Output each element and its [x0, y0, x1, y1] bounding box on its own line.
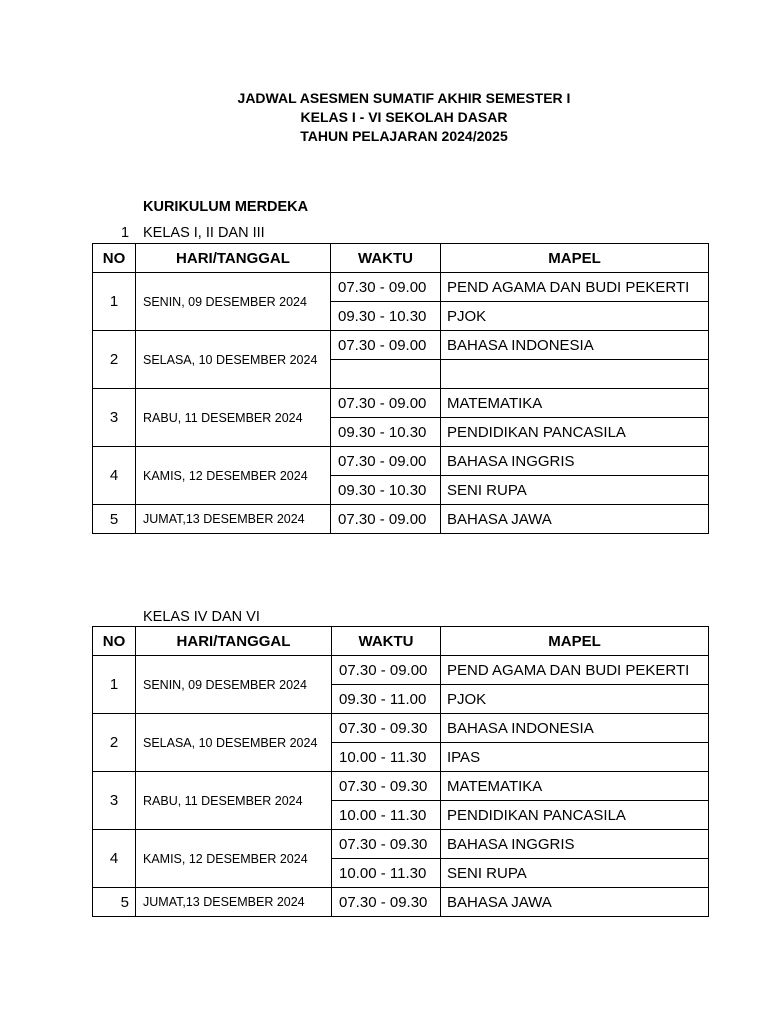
- slot-subject: IPAS: [441, 743, 709, 772]
- day-date: SELASA, 10 DESEMBER 2024: [136, 714, 332, 772]
- header-time: WAKTU: [332, 627, 441, 656]
- slot-subject: BAHASA JAWA: [441, 505, 709, 534]
- day-number: 4: [93, 447, 136, 505]
- slot-subject: BAHASA INGGRIS: [441, 447, 709, 476]
- day-number: 1: [93, 656, 136, 714]
- slot-time: 07.30 - 09.00: [331, 389, 441, 418]
- slot-time: 10.00 - 11.30: [332, 801, 441, 830]
- slot-subject: MATEMATIKA: [441, 772, 709, 801]
- schedule-table-kelas-1-3: [92, 243, 709, 534]
- slot-time: 07.30 - 09.30: [332, 772, 441, 801]
- day-number: 2: [93, 714, 136, 772]
- table-row: [93, 888, 709, 917]
- day-number: 5: [93, 505, 136, 534]
- slot-subject: SENI RUPA: [441, 476, 709, 505]
- day-number: 5: [93, 888, 136, 917]
- slot-subject: BAHASA INGGRIS: [441, 830, 709, 859]
- table-row: [93, 273, 709, 302]
- slot-time: 07.30 - 09.30: [332, 830, 441, 859]
- table-row: [93, 389, 709, 418]
- section-2-label: KELAS IV DAN VI: [143, 609, 260, 625]
- table-row: [93, 772, 709, 801]
- slot-subject: PENDIDIKAN PANCASILA: [441, 418, 709, 447]
- day-date: KAMIS, 12 DESEMBER 2024: [136, 447, 331, 505]
- slot-time: 07.30 - 09.30: [332, 888, 441, 917]
- day-date: JUMAT,13 DESEMBER 2024: [136, 505, 331, 534]
- schedule-table-kelas-4-6: [92, 626, 709, 917]
- section-1-number: 1: [121, 225, 130, 241]
- slot-subject: PEND AGAMA DAN BUDI PEKERTI: [441, 656, 709, 685]
- slot-time: 07.30 - 09.00: [331, 505, 441, 534]
- header-date: HARI/TANGGAL: [136, 627, 332, 656]
- table-row: [93, 447, 709, 476]
- day-number: 3: [93, 772, 136, 830]
- slot-subject: PENDIDIKAN PANCASILA: [441, 801, 709, 830]
- header-date: HARI/TANGGAL: [136, 244, 331, 273]
- table-header-row: [93, 627, 709, 656]
- slot-subject: BAHASA JAWA: [441, 888, 709, 917]
- title-line-3: TAHUN PELAJARAN 2024/2025: [300, 128, 508, 144]
- header-time: WAKTU: [331, 244, 441, 273]
- slot-time: 10.00 - 11.30: [332, 743, 441, 772]
- header-subject: MAPEL: [441, 627, 709, 656]
- document-title: [0, 89, 768, 146]
- slot-time: 07.30 - 09.00: [331, 331, 441, 360]
- slot-time: 07.30 - 09.00: [332, 656, 441, 685]
- slot-time: 10.00 - 11.30: [332, 859, 441, 888]
- section-1-label: KELAS I, II DAN III: [143, 225, 265, 241]
- slot-time: 09.30 - 10.30: [331, 418, 441, 447]
- day-number: 4: [93, 830, 136, 888]
- day-date: RABU, 11 DESEMBER 2024: [136, 772, 332, 830]
- table-row: [93, 830, 709, 859]
- title-line-1: JADWAL ASESMEN SUMATIF AKHIR SEMESTER I: [237, 90, 571, 106]
- slot-subject: SENI RUPA: [441, 859, 709, 888]
- slot-subject: PJOK: [441, 302, 709, 331]
- header-no: NO: [93, 627, 136, 656]
- day-date: KAMIS, 12 DESEMBER 2024: [136, 830, 332, 888]
- table-header-row: [93, 244, 709, 273]
- slot-subject: PEND AGAMA DAN BUDI PEKERTI: [441, 273, 709, 302]
- title-line-2: KELAS I - VI SEKOLAH DASAR: [300, 109, 508, 125]
- day-date: JUMAT,13 DESEMBER 2024: [136, 888, 332, 917]
- day-date: SELASA, 10 DESEMBER 2024: [136, 331, 331, 389]
- slot-time: 07.30 - 09.30: [332, 714, 441, 743]
- slot-subject: PJOK: [441, 685, 709, 714]
- slot-time: 09.30 - 11.00: [332, 685, 441, 714]
- table-row: [93, 331, 709, 360]
- day-date: SENIN, 09 DESEMBER 2024: [136, 273, 331, 331]
- header-subject: MAPEL: [441, 244, 709, 273]
- day-number: 1: [93, 273, 136, 331]
- slot-subject: MATEMATIKA: [441, 389, 709, 418]
- slot-subject: BAHASA INDONESIA: [441, 331, 709, 360]
- table-row: [93, 656, 709, 685]
- slot-time: 07.30 - 09.00: [331, 273, 441, 302]
- table-row: [93, 505, 709, 534]
- slot-time: 09.30 - 10.30: [331, 476, 441, 505]
- slot-time: 07.30 - 09.00: [331, 447, 441, 476]
- day-number: 3: [93, 389, 136, 447]
- curriculum-heading: KURIKULUM MERDEKA: [143, 199, 309, 215]
- table-row: [93, 714, 709, 743]
- day-number: 2: [93, 331, 136, 389]
- day-date: SENIN, 09 DESEMBER 2024: [136, 656, 332, 714]
- day-date: RABU, 11 DESEMBER 2024: [136, 389, 331, 447]
- slot-subject: [441, 360, 709, 389]
- header-no: NO: [93, 244, 136, 273]
- slot-time: [331, 360, 441, 389]
- slot-time: 09.30 - 10.30: [331, 302, 441, 331]
- slot-subject: BAHASA INDONESIA: [441, 714, 709, 743]
